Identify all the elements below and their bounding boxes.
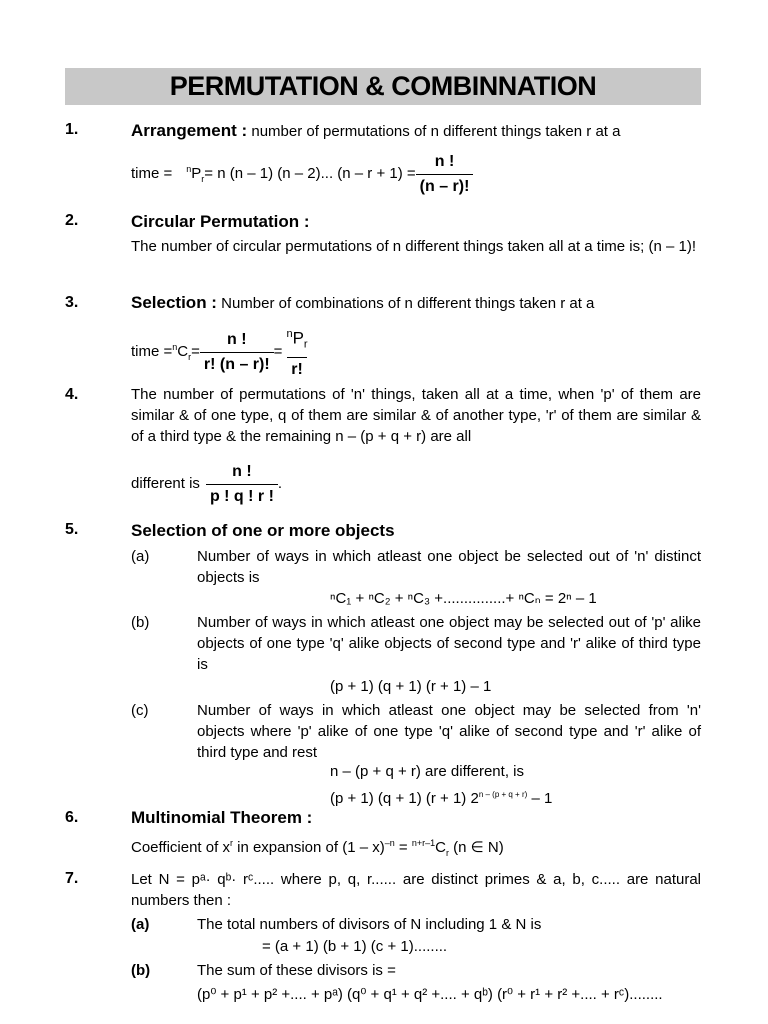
item-6-text: Coefficient of $x^r$ in expansion of $(1 - x)^{-n} = ^{n+r-1}C_r$ (n ∈ N)	[131, 838, 504, 858]
item-5c-text: Number of ways in which atleast one object may be selected from 'n' objects where 'p' alike of one type 'q' alike of second type and 'r' alike of third type and rest	[197, 702, 701, 761]
item-1-formula-line	[131, 154, 473, 194]
page-title: PERMUTATION & COMBINNATION	[169, 71, 597, 101]
item-1-text: number of permutations of n different things taken r at a	[247, 123, 621, 140]
item-1-fraction: $\frac{n !}{(n - r)!}$	[416, 152, 474, 197]
item-5-heading: Selection of one or more objects	[131, 521, 395, 540]
item-3-heading: Selection :	[131, 293, 217, 312]
item-5a-label: (a)	[131, 548, 150, 565]
item-4-fraction: $\frac{n !}{p ! q ! r !}$	[206, 462, 278, 507]
item-5b-formula: (p + 1) (q + 1) (r + 1) – 1	[330, 678, 492, 695]
item-1-line1	[131, 121, 620, 142]
item-1-npr: $^nP_r$	[186, 164, 205, 184]
item-5c-label: (c)	[131, 702, 149, 719]
item-5b-label: (b)	[131, 614, 150, 631]
item-7-text: Let N = pᵃ· qᵇ· rᶜ..... where p, q, r...... are distinct primes & a, b, c..... are natural numbers then :	[131, 871, 701, 909]
item-2-text: The number of circular permutations of n different things taken all at a time is; (n – 1)!	[131, 238, 696, 255]
item-3-formula-prefix: time =	[131, 343, 173, 360]
item-1-number: 1.	[65, 121, 79, 138]
item-4-number: 4.	[65, 386, 79, 403]
item-1-expansion: = n (n – 1) (n – 2)... (n – r + 1) =	[204, 165, 416, 182]
page-title-bar	[65, 68, 701, 105]
item-2-number: 2.	[65, 212, 79, 229]
item-7a-label: (a)	[131, 916, 150, 933]
item-5a-text: Number of ways in which atleast one object be selected out of 'n' distinct objects is	[197, 548, 701, 586]
item-4-formula-prefix: different is	[131, 475, 200, 492]
item-5-number: 5.	[65, 521, 79, 538]
item-3-text: Number of combinations of n different things taken r at a	[216, 295, 595, 312]
item-4-text: The number of permutations of 'n' things, taken all at a time, when 'p' of them are similar & of one type, q of them are similar & of another type, 'r' of them are similar & of a third type & the remaining n – (p + q + r) are all	[131, 386, 701, 445]
item-7b-formula: (p⁰ + p¹ + p² +.... + pᵃ) (q⁰ + q¹ + q² +.... + qᵇ) (r⁰ + r¹ + r² +.... + rᶜ)........	[197, 986, 663, 1003]
item-7-number: 7.	[65, 870, 79, 887]
item-7b-label: (b)	[131, 962, 151, 979]
item-6-number: 6.	[65, 809, 79, 826]
item-3-number: 3.	[65, 294, 79, 311]
item-3-ncr: $^nC_r$	[172, 342, 192, 362]
item-7a-text: The total numbers of divisors of N including 1 & N is	[197, 916, 542, 933]
item-5c-formula-1: n – (p + q + r) are different, is	[330, 763, 524, 780]
item-3-fraction-1: $\frac{n !}{r! (n - r)!}$	[200, 330, 274, 375]
item-6-heading: Multinomial Theorem :	[131, 808, 313, 827]
item-4-formula-line: different is $\frac{n !}{p ! q ! r !}$ .	[131, 462, 283, 505]
item-2-heading: Circular Permutation :	[131, 212, 310, 231]
item-5a-formula: ⁿC₁ + ⁿC₂ + ⁿC₃ +...............+ ⁿCₙ = 2ⁿ – 1	[330, 590, 597, 607]
item-1-formula-prefix: time =	[131, 165, 173, 182]
item-1-heading: Arrangement :	[131, 121, 248, 140]
item-5c-formula-2: (p + 1) (q + 1) (r + 1) $2^{n - (p + q + r)} - 1$	[330, 790, 553, 807]
item-3-line1	[131, 293, 594, 314]
item-7a-formula: = (a + 1) (b + 1) (c + 1)........	[262, 938, 448, 955]
item-5b-text: Number of ways in which atleast one object may be selected out of 'p' alike objects of one type 'q' alike objects of second type and 'r' alike of third type is	[197, 614, 701, 673]
item-3-formula-line: time = $^nC_r$ = $\frac{n !}{r! (n - r)!}$ = $\frac{^nP_r}{r!}$	[131, 328, 312, 376]
item-3-fraction-2: $\frac{^nP_r}{r!}$	[286, 328, 308, 378]
item-7b-text: The sum of these divisors is =	[197, 962, 396, 979]
